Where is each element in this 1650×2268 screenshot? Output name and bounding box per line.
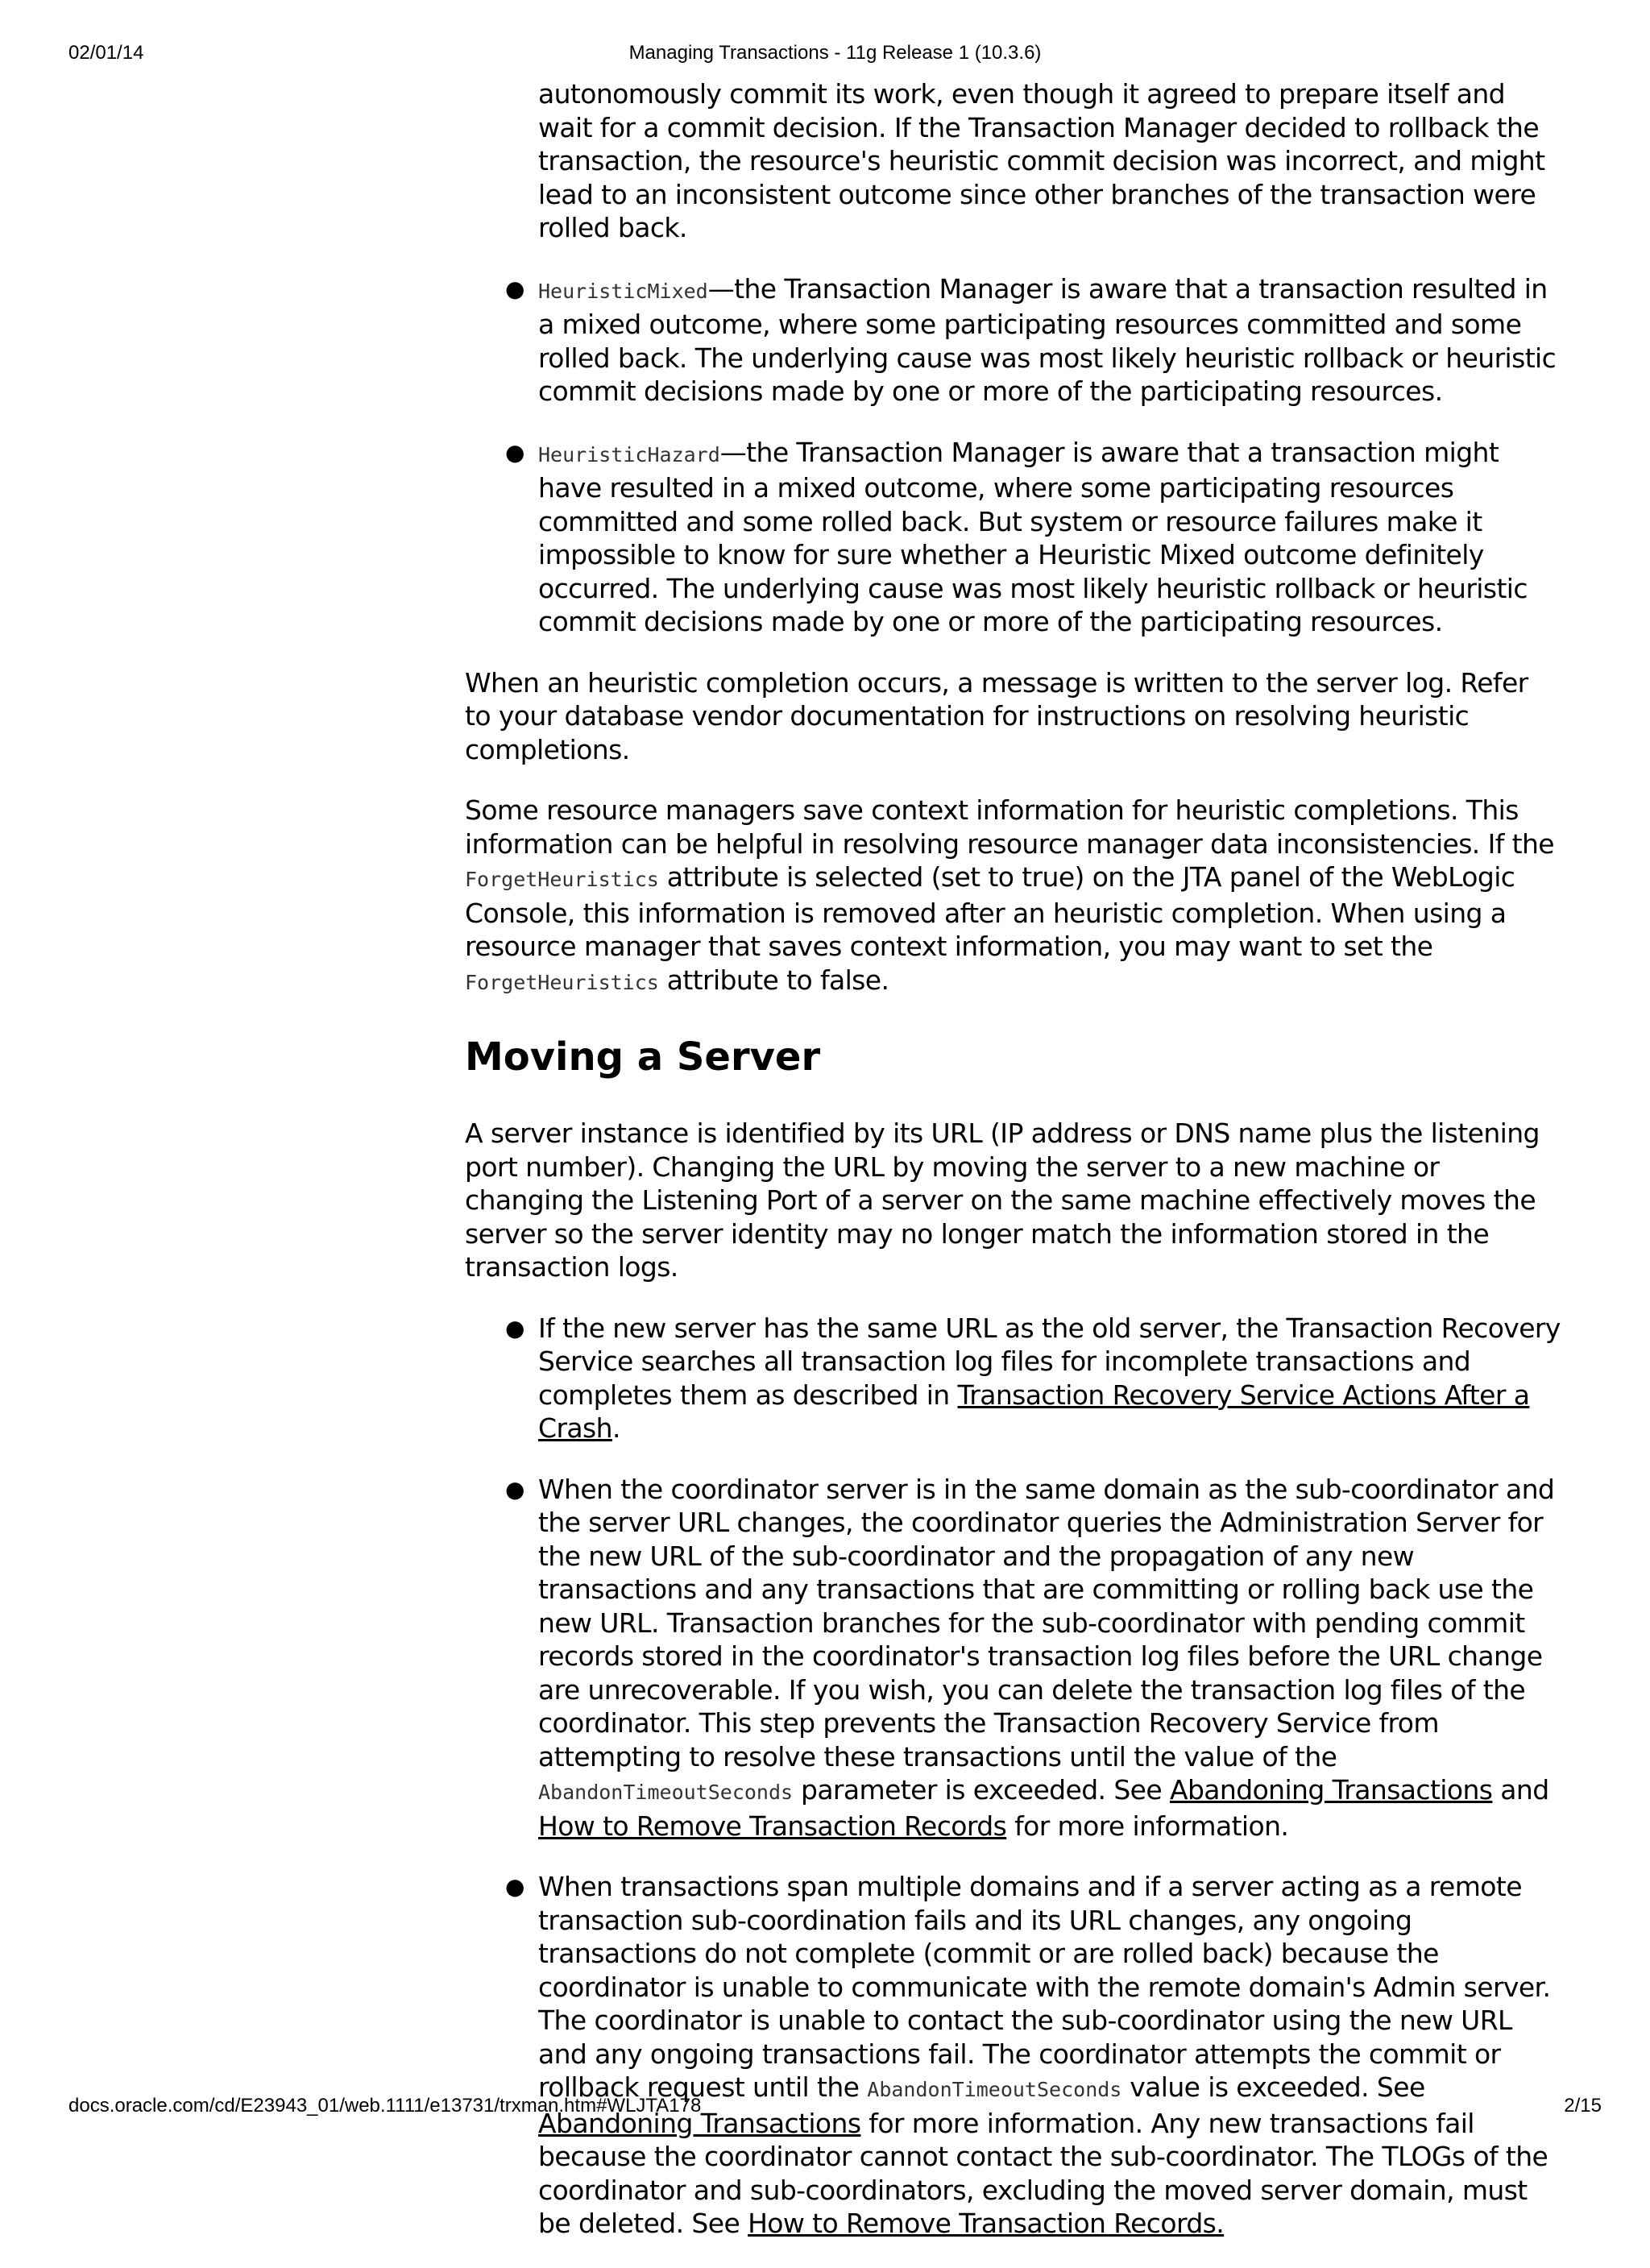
text-run: When transactions span multiple domains and if a server acting as a remote transaction sub-coordination fails and its URL changes, any ongoing transactions do not complete (commit or are rolled back) because the coordinator is unable to communicate with the remote domain's Admin server. The coordinator is unable to contact the sub-coordinator using the new URL and any ongoing transactions fail. The coordinator attempts the commit or rollback request until the: [538, 1871, 1551, 2103]
link-remove-transaction-records[interactable]: How to Remove Transaction Records: [538, 1810, 1007, 1842]
heuristic-commit-continued: autonomously commit its work, even though it agreed to prepare itself and wait for a commit decision. If the Transaction Manager decided to rollback the transaction, the resource's heuristic commit decision was incorrect, and might lead to an inconsistent outcome since other branches of the transaction were rolled back.: [538, 78, 1545, 243]
heuristic-mixed-text: —the Transaction Manager is aware that a transaction resulted in a mixed outcome, where some participating resources committed and some rolled back. The underlying cause was most likely heuristic rollback or heuristic commit decisions made by one or more of the participating resources.: [538, 272, 1557, 407]
bullet-icon: ●: [505, 1873, 524, 1900]
text-run: for more information.: [1006, 1810, 1289, 1842]
link-remove-transaction-records[interactable]: How to Remove Transaction Records.: [748, 2208, 1225, 2239]
link-recovery-actions[interactable]: Transaction Recovery Service Actions After a Crash: [538, 1379, 1530, 1444]
print-url: docs.oracle.com/cd/E23943_01/web.1111/e13731/trxman.htm#WLJTA178: [68, 2095, 702, 2117]
document-body: [465, 77, 1561, 2268]
link-abandoning-transactions[interactable]: Abandoning Transactions: [538, 2107, 861, 2139]
heuristic-mixed-code: HeuristicMixed: [538, 279, 708, 303]
text-run: .: [611, 1412, 620, 1444]
link-abandoning-transactions[interactable]: Abandoning Transactions: [1169, 1774, 1493, 1806]
text-run: for more information. Any new transactions fail because the coordinator cannot contact the sub-coordinator. The TLOGs of the coordinator and sub-coordinators, excluding the moved server domain, must be deleted. See: [538, 2107, 1548, 2239]
heuristic-outcomes-list: [465, 77, 1561, 639]
text-run: parameter is exceeded. See: [793, 1774, 1170, 1806]
paragraph-context-info: [465, 794, 1561, 999]
abandon-timeout-code: AbandonTimeoutSeconds: [867, 2078, 1122, 2101]
bullet-icon: ●: [505, 438, 524, 466]
list-item: [505, 1473, 1561, 1843]
forget-heuristics-code: ForgetHeuristics: [465, 868, 659, 891]
text-run: attribute to false.: [658, 964, 889, 996]
abandon-timeout-code: AbandonTimeoutSeconds: [538, 1781, 794, 1804]
list-item: [505, 1312, 1561, 1445]
text-run: and: [1492, 1774, 1549, 1806]
text-run: When the coordinator server is in the same domain as the sub-coordinator and the server URL changes, the coordinator queries the Administration Server for the new URL of the sub-coordinator and the propagation of any new transactions and any transactions that are committing or rolling back use the new URL. Transaction branches for the sub-coordinator with pending commit records stored in the coordinator's transaction log files before the URL change are unrecoverable. If you wish, you can delete the transaction log files of the coordinator. This step prevents the Transaction Recovery Service from attempting to resolve these transactions until the value of the: [538, 1473, 1555, 1773]
page-number: 2/15: [1564, 2095, 1602, 2117]
list-item: [505, 436, 1561, 639]
print-footer: [68, 2095, 1602, 2121]
list-item: [538, 77, 1561, 245]
text-run: attribute is selected (set to true) on the JTA panel of the WebLogic Console, this information is removed after an heuristic completion. When using a resource manager that saves context information, you may want to set the: [465, 861, 1515, 962]
heuristic-hazard-code: HeuristicHazard: [538, 442, 720, 466]
text-run: If the new server has the same URL as the old server, the Transaction Recovery Service searches all transaction log files for incomplete transactions and completes them as described in: [538, 1312, 1561, 1411]
paragraph-moving-intro: A server instance is identified by its URL (IP address or DNS name plus the listening port number). Changing the URL by moving the server to a new machine or changing the Listening Port of a server on the same machine effectively moves the server so the server identity may no longer match the information stored in the transaction logs.: [465, 1117, 1540, 1283]
print-date: 02/01/14: [68, 42, 144, 64]
heuristic-hazard-text: —the Transaction Manager is aware that a transaction might have resulted in a mixed outcome, where some participating resources committed and some rolled back. But system or resource failures make it impossible to know for sure whether a Heuristic Mixed outcome definitely occurred. The underlying cause was most likely heuristic rollback or heuristic commit decisions made by one or more of the participating resources.: [538, 436, 1528, 637]
bullet-icon: ●: [505, 1314, 524, 1341]
text-run: value is exceeded. See: [1121, 2071, 1425, 2103]
paragraph-server-log: When an heuristic completion occurs, a message is written to the server log. Refer to your database vendor documentation for instructions on resolving heuristic completions.: [465, 666, 1528, 765]
list-item: [505, 272, 1561, 408]
print-header: [68, 42, 1602, 68]
bullet-icon: ●: [505, 1475, 524, 1503]
text-run: Some resource managers save context information for heuristic completions. This information can be helpful in resolving resource manager data inconsistencies. If the: [465, 794, 1554, 860]
forget-heuristics-code: ForgetHeuristics: [465, 970, 659, 994]
list-item: [505, 1870, 1561, 2241]
bullet-icon: ●: [505, 275, 524, 302]
section-heading: Moving a Server: [465, 1034, 821, 1080]
print-title: Managing Transactions - 11g Release 1 (10.3.6): [628, 42, 1042, 64]
